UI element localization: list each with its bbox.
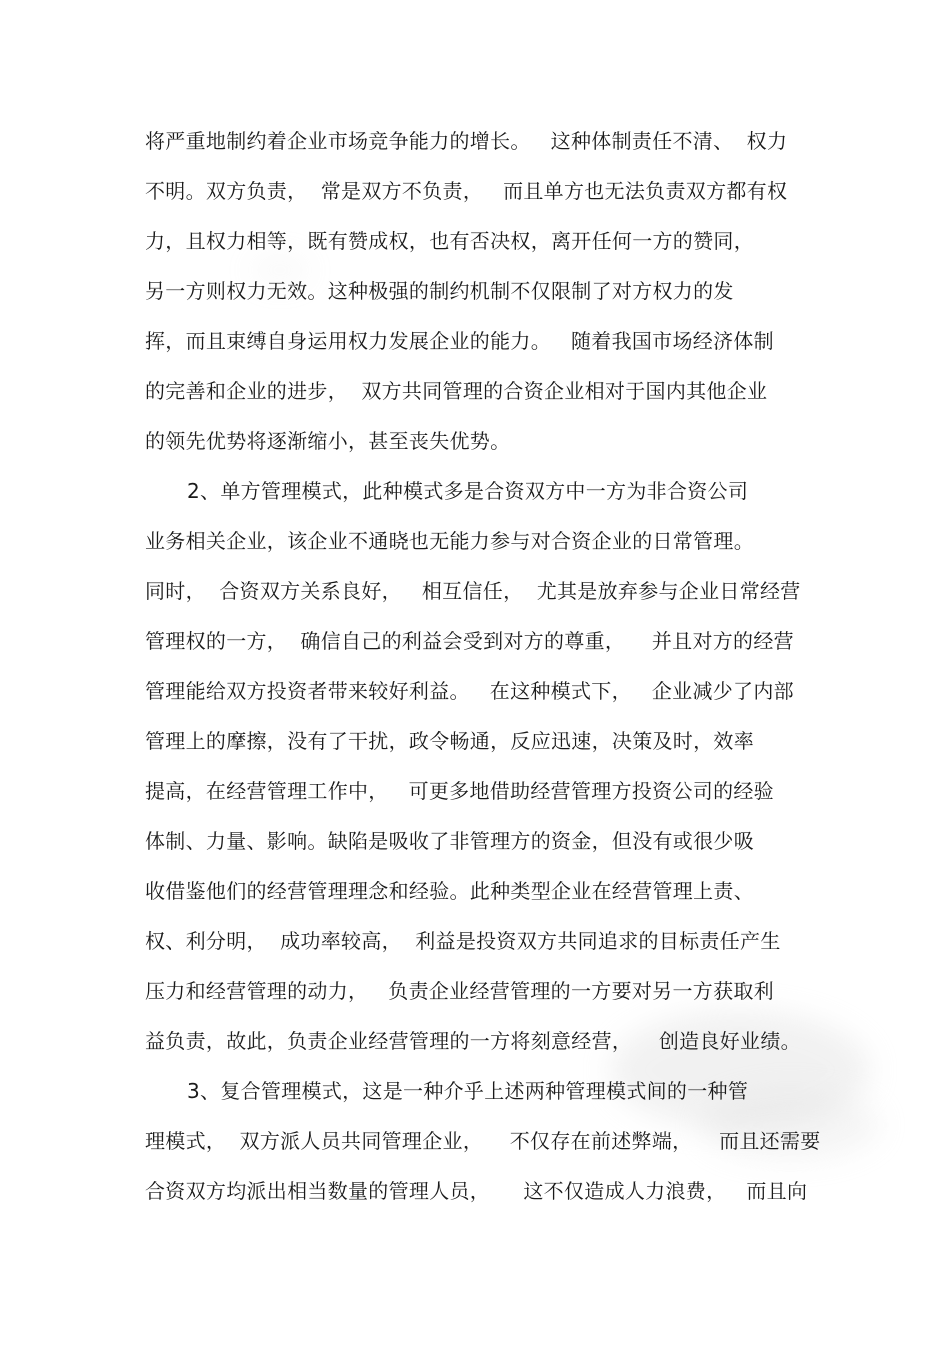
document-body <box>145 124 821 1224</box>
text-line: 管理上的摩擦，没有了干扰，政令畅通，反应迅速，决策及时，效率 <box>145 729 754 753</box>
text-line: 的领先优势将逐渐缩小，甚至丧失优势。 <box>145 429 511 453</box>
text-line: 力，且权力相等，既有赞成权，也有否决权，离开任何一方的赞同， <box>145 229 754 253</box>
text-line: 体制、力量、影响。缺陷是吸收了非管理方的资金，但没有或很少吸 <box>145 829 754 853</box>
text-line: 业务相关企业，该企业不通晓也无能力参与对合资企业的日常管理。 <box>145 529 754 553</box>
text-line: 权、利分明， 成功率较高， 利益是投资双方共同追求的目标责任产生 <box>145 929 781 953</box>
text-line: 另一方则权力无效。这种极强的制约机制不仅限制了对方权力的发 <box>145 279 734 303</box>
text-line: 合资双方均派出相当数量的管理人员， 这不仅造成人力浪费， 而且向 <box>145 1179 808 1203</box>
text-line: 2、单方管理模式，此种模式多是合资双方中一方为非合资公司 <box>187 479 749 503</box>
text-line: 提高，在经营管理工作中， 可更多地借助经营管理方投资公司的经验 <box>145 779 774 803</box>
text-line: 同时， 合资双方关系良好， 相互信任， 尤其是放弃参与企业日常经营 <box>145 579 801 603</box>
text-line: 将严重地制约着企业市场竞争能力的增长。 这种体制责任不清、 权力 <box>145 129 788 153</box>
text-line: 不明。双方负责， 常是双方不负责， 而且单方也无法负责双方都有权 <box>145 179 788 203</box>
text-line: 益负责，故此，负责企业经营管理的一方将刻意经营， 创造良好业绩。 <box>145 1029 801 1053</box>
text-line: 管理权的一方， 确信自己的利益会受到对方的尊重， 并且对方的经营 <box>145 629 794 653</box>
text-line: 理模式， 双方派人员共同管理企业， 不仅存在前述弊端， 而且还需要 <box>145 1129 821 1153</box>
text-line: 压力和经营管理的动力， 负责企业经营管理的一方要对另一方获取利 <box>145 979 774 1003</box>
text-line: 的完善和企业的进步， 双方共同管理的合资企业相对于国内其他企业 <box>145 379 768 403</box>
text-line: 管理能给双方投资者带来较好利益。 在这种模式下， 企业减少了内部 <box>145 679 794 703</box>
text-line: 挥，而且束缚自身运用权力发展企业的能力。 随着我国市场经济体制 <box>145 329 774 353</box>
text-line: 收借鉴他们的经营管理理念和经验。此种类型企业在经营管理上责、 <box>145 879 754 903</box>
text-line: 3、复合管理模式，这是一种介乎上述两种管理模式间的一种管 <box>187 1079 749 1103</box>
